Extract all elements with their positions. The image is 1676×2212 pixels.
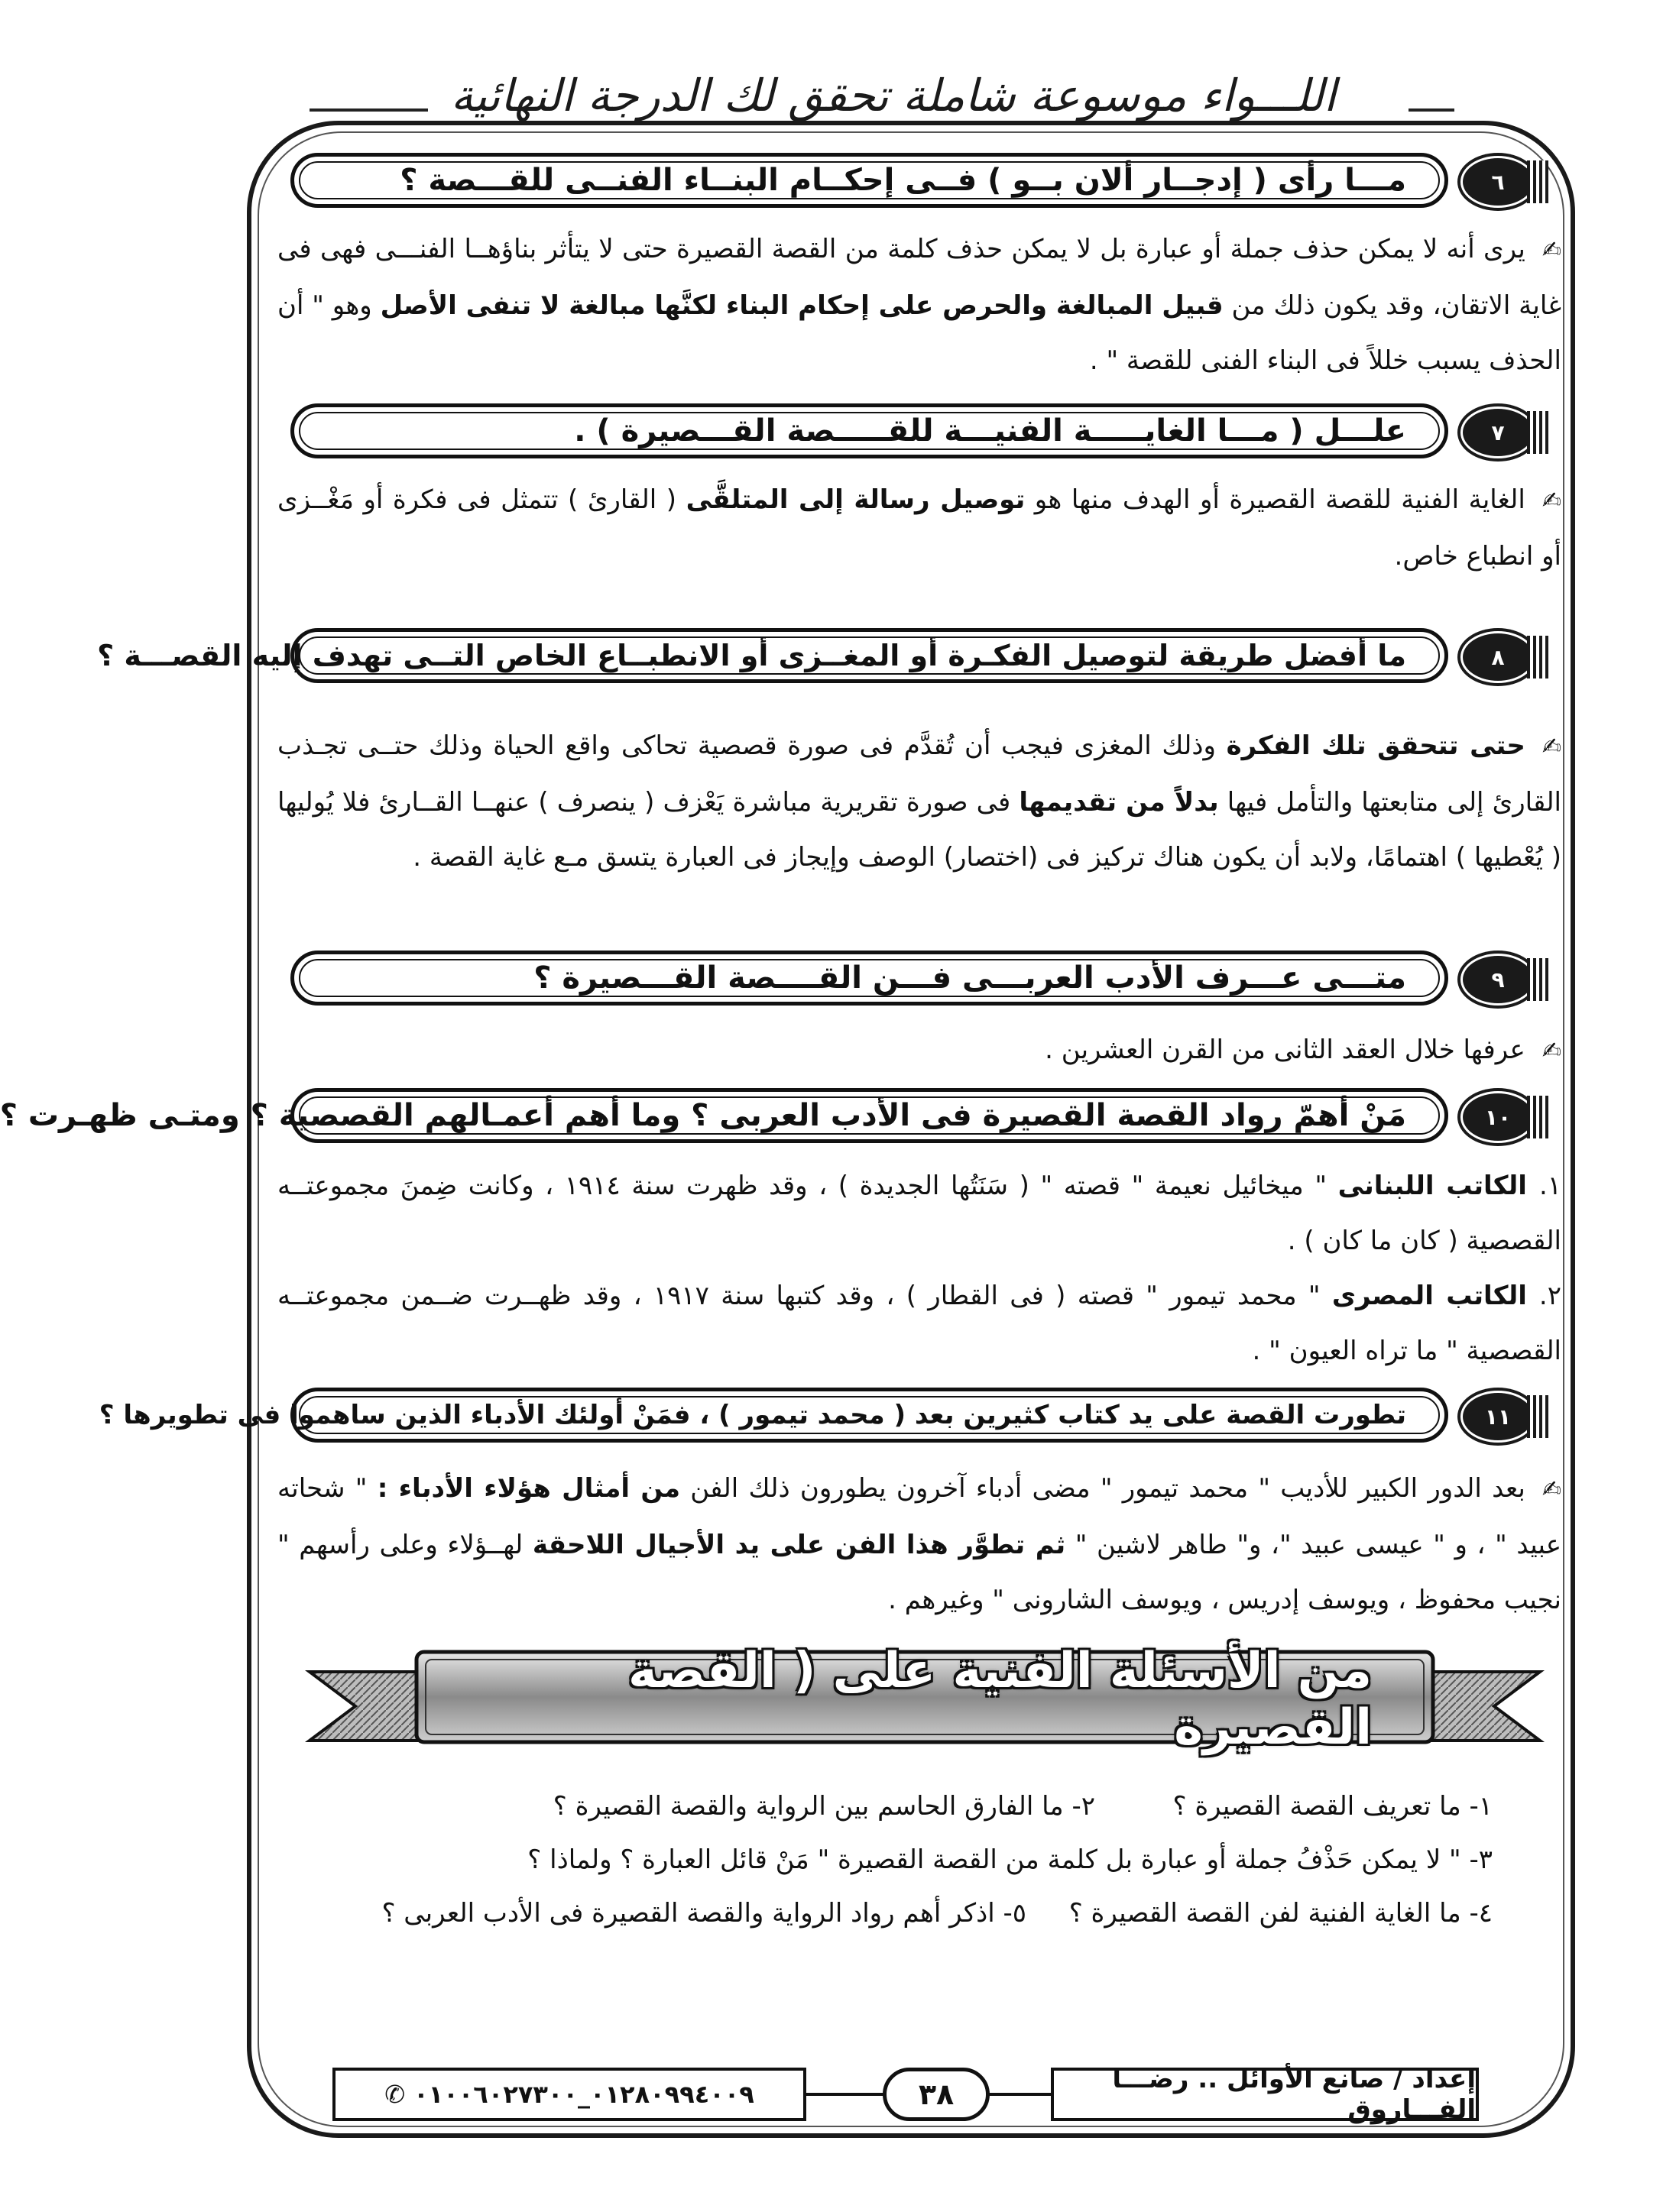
question-title: تطورت القصة على يد كتاب كثيرين بعد ( محمد تيمور ) ، فمَنْ أولئك الأدباء الذين ساهموا فى تطويرها ؟: [290, 1388, 1448, 1443]
author-credit: إعداد / صانع الأوائل .. رضـــا الفـــاروق: [1051, 2068, 1479, 2121]
question-number-badge: ١١: [1437, 1385, 1559, 1449]
question-title: ما أفضل طريقة لتوصيل الفكـرة أو المغــزى أو الانطبــاع الخاص التــى تهدف إليه القصـــة ؟: [290, 628, 1448, 683]
answer-11: ✍بعد الدور الكبير للأديب " محمد تيمور " مضى أدباء آخرون يطورون ذلك الفن من أمثال هؤلاء الأدباء : " شحاته عبيد " ، و " عيسى عبيد "، و" طاهر لاشين " ثم تطوَّر هذا الفن على يد الأجيال اللاحقة لهــؤلاء وعلى رأسهم " نجيب محفوظ ، ويوسف إدريس ، ويوسف الشارونى " وغيرهم .: [277, 1461, 1561, 1627]
pen-icon: ✍: [1541, 734, 1561, 760]
question-number-badge: ١٠: [1437, 1085, 1559, 1149]
question-6-header: [290, 150, 1559, 214]
answer-10-item-1: ١.الكاتب اللبنانى " ميخائيل نعيمة " قصته " ( سَنَتُها الجديدة ) ، وقد ظهرت سنة ١٩١٤ ، وكانت ضِمنَ مجموعتــه القصصية ( كان ما كان ) .: [277, 1171, 1562, 1256]
phone-numbers: ٠١٢٨٠٩٩٤٠٠٩_٠١٠٠٦٠٢٧٣٠٠ ✆: [332, 2068, 806, 2121]
answer-8: ✍حتى تتحقق تلك الفكرة وذلك المغزى فيجب أن تُقدَّم فى صورة قصصية تحاكى واقع الحياة وذلك حتــى تجـذب القارئ إلى متابعتها والتأمل فيها بدلاً من تقديمها فى صورة تقريرية مباشرة يَعْزف ( ينصرف ) عنهــا القــارئ فلا يُوليها ( يُعْطيها ) اهتمامًا، ولابد أن يكون هناك تركيز فى (اختصار) الوصف وإيجاز فى العبارة يتسق مـع غاية القصة .: [277, 718, 1561, 885]
answer-7: ✍الغاية الفنية للقصة القصيرة أو الهدف منها هو توصيل رسالة إلى المتلقَّى ( القارئ ) تتمثل فى فكرة أو مَغْــزى أو انطباع خاص.: [277, 472, 1561, 584]
page-number: ٣٨: [883, 2068, 990, 2121]
question-title: علـــل ( مـــا الغايـــــة الفنيـــة للقـــــصة القـــصيرة ) .: [290, 403, 1448, 458]
review-question-5: ٥- اذكر أهم رواد الرواية والقصة القصيرة فى الأدب العربى ؟: [381, 1898, 1026, 1929]
banner-title: من الأسئلة الفنية على ( القصة القصيرة: [627, 1643, 1372, 1756]
page-title: اللـــواء موسوعة شاملة تحقق لك الدرجة النهائية: [428, 70, 1359, 121]
question-11-header: [99, 1385, 1559, 1449]
pen-icon: ✍: [1541, 237, 1561, 264]
question-7-header: [290, 400, 1559, 465]
question-9-header: [290, 947, 1559, 1012]
question-number-badge: ٨: [1437, 625, 1559, 689]
section-banner: [310, 1641, 1540, 1763]
answer-10-item-2: ٢.الكاتب المصرى " محمد تيمور " قصته ( فى القطار ) ، وقد كتبها سنة ١٩١٧ ، وقد ظهــرت ضــمن مجموعتــه القصصية " ما تراه العيون " .: [277, 1281, 1561, 1366]
pen-icon: ✍: [1541, 487, 1561, 514]
question-number-badge: ٧: [1437, 400, 1559, 465]
question-title: مـــا رأى ( إدجــار ألان بــو ) فــى إحكــام البنــاء الفنــى للقـــصة ؟: [290, 153, 1448, 208]
review-question-2: ٢- ما الفارق الحاسم بين الرواية والقصة القصيرة ؟: [553, 1791, 1095, 1822]
question-10-header: [0, 1085, 1559, 1149]
answer-6: ✍يرى أنه لا يمكن حذف جملة أو عبارة بل لا يمكن حذف كلمة من القصة القصيرة حتى لا يتأثر بناؤهــا الفنـــى فهى فى غاية الاتقان، وقد يكون ذلك من قبيل المبالغة والحرص على إحكام البناء لكنَّها مبالغة لا تنفى الأصل وهو " أن الحذف يسبب خللاً فى البناء الفنى للقصة " .: [277, 222, 1561, 388]
answer-9: ✍عرفها خلال العقد الثانى من القرن العشرين .: [277, 1022, 1561, 1079]
review-question-3: ٣- " لا يمكن حَذْفُ جملة أو عبارة بل كلمة من القصة القصيرة " مَنْ قائل العبارة ؟ ولماذا ؟: [527, 1844, 1493, 1875]
question-title: متـــى عـــرف الأدب العربـــى فـــن القــــصة القـــصيرة ؟: [290, 951, 1448, 1006]
pen-icon: ✍: [1541, 1476, 1561, 1503]
page-header: [111, 61, 1676, 130]
review-question-1: ١- ما تعريف القصة القصيرة ؟: [1172, 1791, 1493, 1822]
question-8-header: [97, 625, 1559, 689]
question-number-badge: ٩: [1437, 947, 1559, 1012]
review-question-4: ٤- ما الغاية الفنية لفن القصة القصيرة ؟: [1068, 1898, 1493, 1929]
pen-icon: ✍: [1541, 1038, 1561, 1064]
question-number-badge: ٦: [1437, 150, 1559, 214]
page-footer: [332, 2064, 1479, 2125]
question-title: مَنْ أهمّ رواد القصة القصيرة فى الأدب العربى ؟ وما أهم أعمـالهم القصصية ؟ ومتـى ظهـرت ؟: [290, 1088, 1448, 1143]
